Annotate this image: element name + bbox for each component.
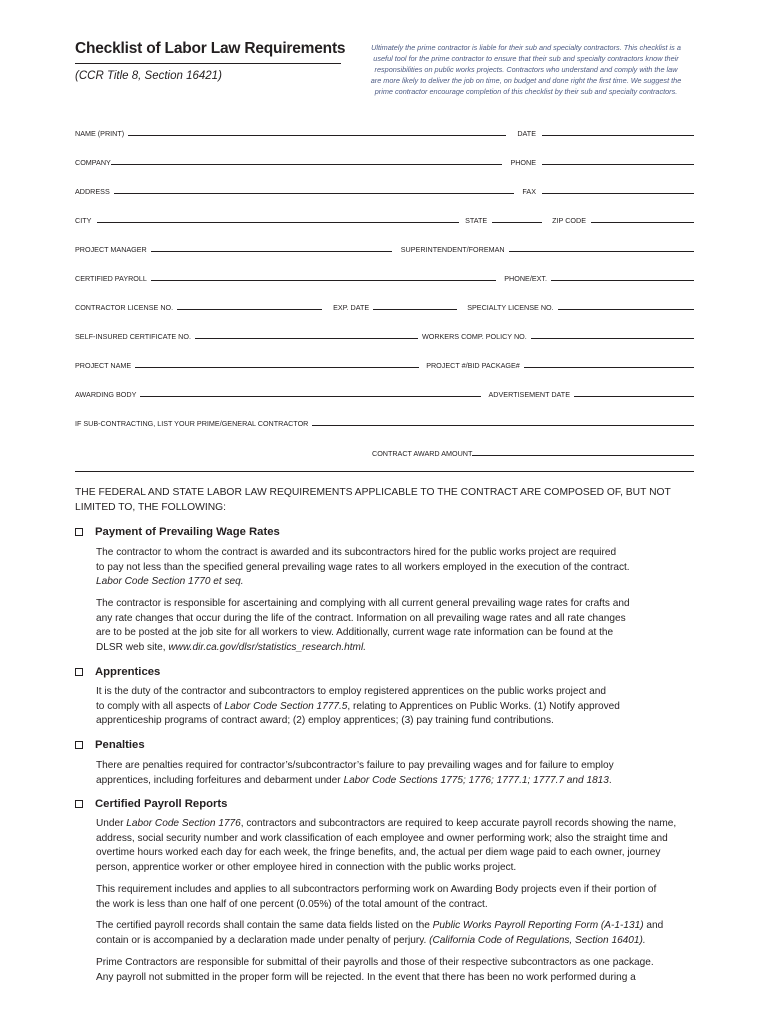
paragraph-line: are to be posted at the job site for all workers to view. Additionally, current wage rate information can be found at the — [96, 627, 614, 639]
sub-contracting-field[interactable] — [312, 425, 694, 426]
intro-line: are more likely to deliver the job on time, on budget and done right the first time. We suggest the — [370, 76, 682, 86]
citation: Labor Code Section 1770 et seq. — [96, 576, 244, 588]
form-divider — [75, 471, 694, 472]
zip-label: ZIP CODE — [552, 216, 586, 225]
text-run: and — [643, 920, 664, 931]
phone-label: PHONE — [510, 158, 536, 167]
row-project — [75, 358, 694, 370]
project-name-label: PROJECT NAME — [75, 361, 132, 370]
penalties-checkbox[interactable] — [75, 741, 83, 749]
paragraph-line — [96, 817, 696, 832]
citation: Labor Code Section 1776 — [126, 818, 241, 829]
row-name-date — [75, 126, 694, 138]
self-insured-field[interactable] — [195, 338, 418, 339]
text-run: The certified payroll records shall contain the same data fields listed on the — [96, 920, 433, 931]
city-field[interactable] — [97, 222, 459, 223]
state-field[interactable] — [492, 222, 542, 223]
name-field[interactable] — [128, 135, 506, 136]
certified-payroll-field[interactable] — [151, 280, 496, 281]
address-label: ADDRESS — [75, 187, 110, 196]
row-insurance — [75, 329, 694, 341]
text-run: Under — [96, 818, 127, 829]
address-field[interactable] — [114, 193, 515, 194]
paragraph-line: This requirement includes and applies to all subcontractors performing work on Awarding Body projects even if their portion of — [96, 884, 657, 895]
page-subtitle: (CCR Title 8, Section 16421) — [75, 70, 222, 82]
paragraph-line: There are penalties required for contractor’s/subcontractor’s failure to pay prevailing wages and for failure to employ — [96, 760, 614, 771]
paragraph-line — [96, 575, 696, 590]
fax-field[interactable] — [542, 193, 694, 194]
intro-line: prime contractor encourage completion of this checklist by their sub and specialty contractors. — [374, 87, 678, 97]
lead-line: LIMITED TO, THE FOLLOWING: — [75, 501, 227, 513]
name-label: NAME (PRINT) — [75, 129, 125, 138]
wage-checkbox[interactable] — [75, 528, 83, 536]
intro-line: useful tool for the prime contractor to ensure that their sub and specialty contractors know their — [373, 54, 679, 64]
advertisement-date-label: ADVERTISEMENT DATE — [488, 390, 570, 399]
contractor-license-label: CONTRACTOR LICENSE NO. — [75, 303, 174, 312]
section-penalties-heading — [75, 739, 145, 751]
superintendent-label: SUPERINTENDENT/FOREMAN — [400, 245, 505, 254]
zip-field[interactable] — [591, 222, 694, 223]
paragraph-line: overtime hours worked each day for each week, the fringe benefits, and, the actual per diem wage paid to each owner, journey — [96, 847, 661, 859]
row-manager-superintendent — [75, 242, 694, 254]
dlsr-link[interactable]: www.dir.ca.gov/dlsr/statistics_research.html. — [168, 641, 367, 653]
paragraph-line: any rate changes that occur during the life of the contract. Information on all prevailing wage rates and all rate changes — [96, 612, 626, 624]
text-run: contain or is accompanied by a declaration made under penalty of perjury. — [96, 934, 430, 946]
paragraph-line: the work is less than one half of one percent (0.05%) of the total amount of the contract. — [96, 898, 488, 910]
date-label: DATE — [517, 129, 536, 138]
advertisement-date-field[interactable] — [574, 396, 694, 397]
paragraph-line — [96, 934, 696, 949]
exp-date-label: EXP. DATE — [333, 303, 370, 312]
wage-paragraph-2 — [96, 597, 696, 655]
apprentices-paragraph — [96, 685, 696, 729]
text-run: , relating to Apprentices on Public Works. (1) Notify approved — [347, 700, 620, 712]
city-label: CITY — [75, 216, 92, 225]
title-underline — [75, 63, 341, 64]
penalties-paragraph — [96, 759, 696, 788]
section-title: Apprentices — [95, 666, 161, 678]
apprentices-checkbox[interactable] — [75, 668, 83, 676]
text-run: . — [608, 774, 612, 786]
phone-ext-label: PHONE/EXT. — [504, 274, 547, 283]
section-payroll-heading — [75, 798, 227, 810]
section-title: Certified Payroll Reports — [95, 798, 228, 810]
paragraph-line — [96, 919, 696, 934]
awarding-body-field[interactable] — [140, 396, 480, 397]
page-title: Checklist of Labor Law Requirements — [75, 40, 346, 57]
self-insured-label: SELF-INSURED CERTIFICATE NO. — [75, 332, 191, 341]
paragraph-line: It is the duty of the contractor and subcontractors to employ registered apprentices on the public works project and — [96, 686, 607, 697]
wage-paragraph-1 — [96, 546, 696, 590]
row-payroll-phone — [75, 271, 694, 283]
workers-comp-label: WORKERS COMP. POLICY NO. — [421, 332, 527, 341]
section-title: Penalties — [95, 739, 145, 751]
payroll-paragraph-4 — [96, 956, 696, 985]
citation: Labor Code Section 1777.5 — [224, 700, 348, 712]
payroll-checkbox[interactable] — [75, 800, 83, 808]
project-name-field[interactable] — [135, 367, 419, 368]
text-run: to comply with all aspects of — [96, 700, 225, 712]
section-wage-heading — [75, 526, 280, 538]
contract-award-field[interactable] — [472, 455, 694, 456]
text-run: DLSR web site, — [96, 641, 169, 653]
section-title: Payment of Prevailing Wage Rates — [95, 526, 280, 538]
exp-date-field[interactable] — [373, 309, 457, 310]
intro-line: responsibilities on public works projects. Contractors who understand and comply with the law — [374, 65, 678, 75]
section-apprentices-heading — [75, 666, 160, 678]
company-label: COMPANY — [75, 158, 111, 167]
citation: Public Works Payroll Reporting Form (A-1-131) — [432, 920, 644, 931]
row-city-state-zip — [75, 213, 694, 225]
sub-contracting-label: IF SUB-CONTRACTING, LIST YOUR PRIME/GENERAL CONTRACTOR — [75, 419, 309, 428]
paragraph-line — [96, 774, 696, 789]
row-award-amount — [75, 446, 694, 458]
workers-comp-field[interactable] — [531, 338, 694, 339]
intro-note — [356, 42, 696, 97]
paragraph-line: person, apprentice worker or other employee hired in connection with the public works project. — [96, 861, 517, 873]
paragraph-line — [96, 641, 696, 656]
payroll-paragraph-1 — [96, 817, 696, 875]
project-bid-label: PROJECT #/BID PACKAGE# — [426, 361, 520, 370]
phone-ext-field[interactable] — [551, 280, 694, 281]
paragraph-line: The contractor is responsible for ascertaining and complying with all current general prevailing wage rates for crafts and — [96, 598, 630, 609]
specialty-license-field[interactable] — [558, 309, 694, 310]
contract-award-label: CONTRACT AWARD AMOUNT — [372, 449, 473, 458]
row-sub-contracting — [75, 416, 694, 428]
paragraph-line: The contractor to whom the contract is awarded and its subcontractors hired for the public works project are required — [96, 547, 617, 558]
certified-payroll-label: CERTIFIED PAYROLL — [75, 274, 147, 283]
project-manager-field[interactable] — [151, 251, 392, 252]
text-run: , contractors and subcontractors are required to keep accurate payroll records showing the name, — [240, 818, 677, 829]
row-company-phone — [75, 155, 694, 167]
citation: (California Code of Regulations, Section 16401). — [429, 934, 646, 946]
superintendent-field[interactable] — [509, 251, 694, 252]
paragraph-line: apprenticeship programs of contract award; (2) employ apprentices; (3) pay training fund contributions. — [96, 715, 554, 727]
date-field[interactable] — [542, 135, 694, 136]
payroll-paragraph-3 — [96, 919, 696, 948]
requirements-intro — [75, 486, 685, 515]
specialty-license-label: SPECIALTY LICENSE NO. — [467, 303, 554, 312]
contractor-license-field[interactable] — [177, 309, 322, 310]
paragraph-line — [96, 700, 696, 715]
row-awarding — [75, 387, 694, 399]
row-address-fax — [75, 184, 694, 196]
paragraph-line: to pay not less than the specified general prevailing wage rates to all workers employed in the execution of the contract. — [96, 561, 630, 573]
company-field[interactable] — [111, 164, 503, 165]
citation: Labor Code Sections 1775; 1776; 1777.1; 1777.7 and 1813 — [343, 774, 609, 786]
project-manager-label: PROJECT MANAGER — [75, 245, 147, 254]
lead-line: THE FEDERAL AND STATE LABOR LAW REQUIREMENTS APPLICABLE TO THE CONTRACT ARE COMPOSED OF, BUT NOT — [75, 487, 671, 498]
state-label: STATE — [465, 216, 488, 225]
project-bid-field[interactable] — [524, 367, 694, 368]
intro-line: Ultimately the prime contractor is liable for their sub and specialty contractors. This checklist is a — [371, 43, 681, 52]
phone-field[interactable] — [542, 164, 694, 165]
payroll-paragraph-2 — [96, 883, 696, 912]
row-licenses — [75, 300, 694, 312]
fax-label: FAX — [522, 187, 536, 196]
paragraph-line: Any payroll not submitted in the proper form will be rejected. In the event that there has been no work performed during a — [96, 971, 636, 983]
awarding-body-label: AWARDING BODY — [75, 390, 137, 399]
paragraph-line: address, social security number and work classification of each employee and owner performing work; also the straight time and — [96, 832, 668, 844]
paragraph-line: Prime Contractors are responsible for submittal of their payrolls and those of their respective subcontractors as one package. — [96, 957, 654, 968]
text-run: apprentices, including forfeitures and debarment under — [96, 774, 344, 786]
